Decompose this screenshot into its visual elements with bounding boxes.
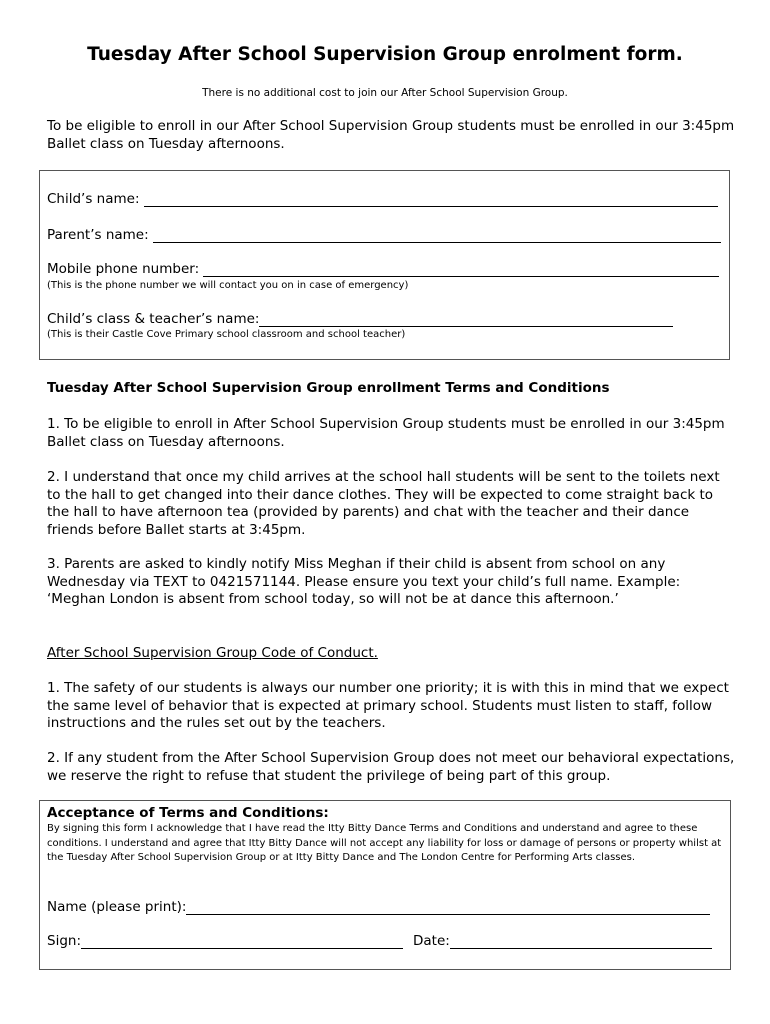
conduct-item-2: 2. If any student from the After School Supervision Group does not meet our behavioral expectations, we reserve the right to refuse that student the privilege of being part of this group. <box>47 750 735 784</box>
signature-field[interactable] <box>81 934 403 949</box>
child-name-field[interactable] <box>144 192 718 207</box>
date-field[interactable] <box>450 934 712 949</box>
parent-name-label: Parent’s name: <box>47 227 149 243</box>
mobile-field[interactable] <box>203 262 719 277</box>
form-subtitle: There is no additional cost to join our After School Supervision Group. <box>202 87 568 99</box>
child-name-row <box>47 191 718 207</box>
mobile-note: (This is the phone number we will contact you on in case of emergency) <box>47 280 409 291</box>
terms-item-2: 2. I understand that once my child arrives at the school hall students will be sent to the toilets next to the hall to get changed into their dance clothes. They will be expected to come straight back to the hall to have afternoon tea (provided by parents) and chat with the teacher and their dance friends before Ballet starts at 3:45pm. <box>47 469 720 538</box>
eligibility-intro: To be eligible to enroll in our After School Supervision Group students must be enrolled in our 3:45pm Ballet class on Tuesday afternoons. <box>47 118 735 152</box>
print-name-row <box>47 899 710 915</box>
date-label: Date: <box>413 933 450 949</box>
print-name-label: Name (please print): <box>47 899 187 915</box>
acceptance-box <box>39 800 731 970</box>
child-name-label: Child’s name: <box>47 191 140 207</box>
sign-date-row <box>47 933 712 949</box>
class-teacher-field[interactable] <box>259 312 673 327</box>
class-teacher-label: Child’s class & teacher’s name: <box>47 311 260 327</box>
print-name-field[interactable] <box>186 900 710 915</box>
acceptance-heading: Acceptance of Terms and Conditions: <box>47 805 329 821</box>
student-details-box <box>39 170 730 360</box>
mobile-label: Mobile phone number: <box>47 261 200 277</box>
terms-heading: Tuesday After School Supervision Group enrollment Terms and Conditions <box>47 380 610 396</box>
terms-item-3: 3. Parents are asked to kindly notify Miss Meghan if their child is absent from school on any Wednesday via TEXT to 0421571144. Please ensure you text your child’s full name. Example: ‘Meghan London is absent from school today, so will not be at dance this afternoon.’ <box>47 556 681 607</box>
form-title: Tuesday After School Supervision Group enrolment form. <box>87 44 683 65</box>
terms-item-1: 1. To be eligible to enroll in After School Supervision Group students must be enrolled in our 3:45pm Ballet class on Tuesday afternoons. <box>47 416 725 450</box>
class-teacher-row <box>47 311 673 327</box>
conduct-heading: After School Supervision Group Code of Conduct. <box>47 645 378 661</box>
mobile-row <box>47 261 719 277</box>
conduct-item-1: 1. The safety of our students is always our number one priority; it is with this in mind that we expect the same level of behavior that is expected at primary school. Students must listen to staff, follow instructions and the rules set out by the teachers. <box>47 680 729 731</box>
sign-label: Sign: <box>47 933 81 949</box>
acceptance-body: By signing this form I acknowledge that I have read the Itty Bitty Dance Terms and Conditions and understand and agree to these conditions. I understand and agree that Itty Bitty Dance will not accept any liability for loss or damage of persons or property whilst at the Tuesday After School Supervision Group or at Itty Bitty Dance and The London Centre for Performing Arts classes. <box>47 823 722 863</box>
parent-name-field[interactable] <box>153 228 721 243</box>
class-teacher-note: (This is their Castle Cove Primary school classroom and school teacher) <box>47 329 406 340</box>
parent-name-row <box>47 227 721 243</box>
